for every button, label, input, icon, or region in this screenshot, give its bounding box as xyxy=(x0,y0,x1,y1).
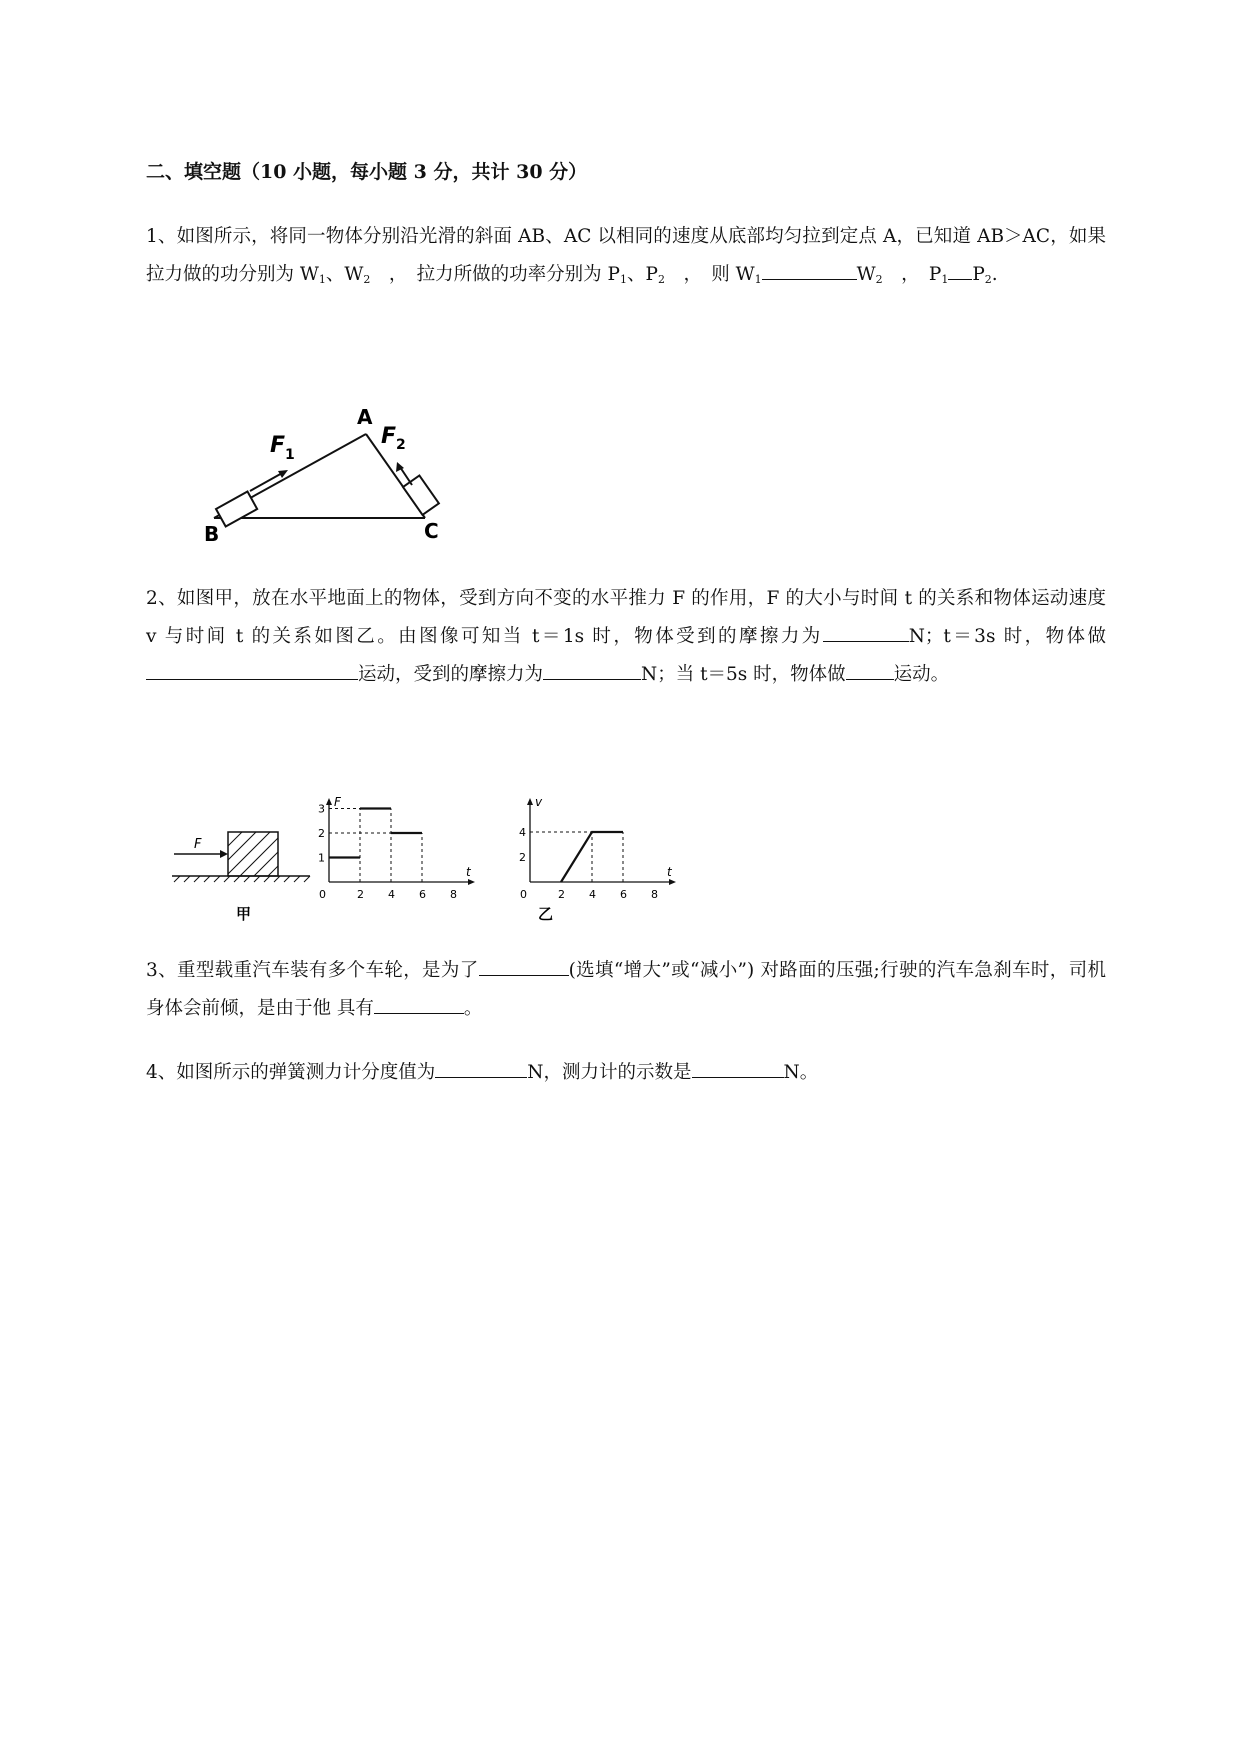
question-number: 2、 xyxy=(146,588,177,609)
x-tick-label: 8 xyxy=(651,888,658,901)
x-tick-label: 4 xyxy=(388,888,395,901)
x-tick-label: 0 xyxy=(319,888,326,901)
label-f1: F xyxy=(270,433,286,458)
x-axis-arrow xyxy=(468,879,475,885)
question-number: 4、 xyxy=(146,1062,177,1083)
x-tick-label: 4 xyxy=(589,888,596,901)
section-title: 二、填空题（10 小题，每小题 3 分，共计 30 分） xyxy=(146,161,588,183)
figure-label-jia: 甲 xyxy=(236,905,252,923)
answer-blank[interactable] xyxy=(948,257,972,280)
label-b: B xyxy=(204,522,220,543)
figure-jia xyxy=(172,832,310,923)
question-number: 1、 xyxy=(146,226,177,247)
y-tick-label: 2 xyxy=(519,851,526,864)
label-f1-sub: 1 xyxy=(285,447,295,463)
label-c: C xyxy=(424,519,439,543)
answer-blank[interactable] xyxy=(374,991,464,1014)
y-axis-label: v xyxy=(535,795,543,809)
y-tick-label: 4 xyxy=(519,826,526,839)
answer-blank[interactable] xyxy=(543,657,641,680)
velocity-time-chart xyxy=(519,795,676,901)
ground-hatching xyxy=(174,876,310,882)
x-axis-label: t xyxy=(667,865,672,879)
x-axis-arrow xyxy=(669,879,676,885)
x-tick-label: 2 xyxy=(558,888,565,901)
label-f2: F xyxy=(381,424,397,449)
push-arrow-head xyxy=(220,850,228,858)
answer-blank[interactable] xyxy=(762,257,857,280)
answer-blank[interactable] xyxy=(846,657,894,680)
question-3: 3、重型载重汽车装有多个车轮，是为了 (选填“增大”或“减小”) 对路面的压强;行驶的汽车急刹车时，司机身体会前倾，是由于他 具有 。 xyxy=(146,952,1106,1028)
answer-blank[interactable] xyxy=(146,657,358,680)
x-tick-label: 6 xyxy=(419,888,426,901)
block-on-ac xyxy=(403,476,439,515)
force-time-chart xyxy=(318,795,475,901)
incline-figure xyxy=(200,398,460,543)
x-tick-label: 0 xyxy=(520,888,527,901)
x-axis-label: t xyxy=(466,865,471,879)
figure-label-yi: 乙 xyxy=(538,905,554,923)
y-tick-label: 2 xyxy=(318,827,325,840)
answer-blank[interactable] xyxy=(692,1055,784,1078)
y-tick-label: 3 xyxy=(318,802,325,816)
answer-blank[interactable] xyxy=(435,1055,527,1078)
x-tick-label: 2 xyxy=(357,888,364,901)
question-2: 2、如图甲，放在水平地面上的物体，受到方向不变的水平推力 F 的作用，F 的大小与时间 t 的关系和物体运动速度 v 与时间 t 的关系如图乙。由图像可知当 t＝1s 时，物体受到的摩擦力为 N；t＝3s 时，物体做运动，受到的摩擦力为 N；当 t＝5s 时，物体做 运动。 xyxy=(146,588,1107,685)
x-tick-label: 6 xyxy=(620,888,627,901)
y-axis-arrow xyxy=(527,798,533,805)
question-4: 4、如图所示的弹簧测力计分度值为 N，测力计的示数是 N。 xyxy=(146,1054,1106,1092)
question-1: 1、如图所示，将同一物体分别沿光滑的斜面 AB、AC 以相同的速度从底部均匀拉到定点 A，已知道 AB＞AC，如果拉力做的功分别为 $W_1$、$W_2$ ， 拉力所做的功率分别为 $P_1$、$P_2$ ， 则 $W_1$ $W_2$ ， $P_1$ $P_2$. xyxy=(146,226,1106,286)
label-f2-sub: 2 xyxy=(396,437,406,453)
answer-blank[interactable] xyxy=(479,953,569,976)
answer-blank[interactable] xyxy=(823,619,909,642)
motion-figure xyxy=(150,752,770,930)
label-a: A xyxy=(357,405,373,429)
force-label: F xyxy=(194,837,202,852)
block-on-ab xyxy=(216,492,257,527)
y-axis-label: F xyxy=(334,795,341,809)
y-tick-label: 1 xyxy=(318,851,325,865)
arrow-f2 xyxy=(400,467,412,485)
y-axis-arrow xyxy=(326,798,332,805)
question-number: 3、 xyxy=(146,960,177,981)
x-tick-label: 8 xyxy=(450,888,457,901)
